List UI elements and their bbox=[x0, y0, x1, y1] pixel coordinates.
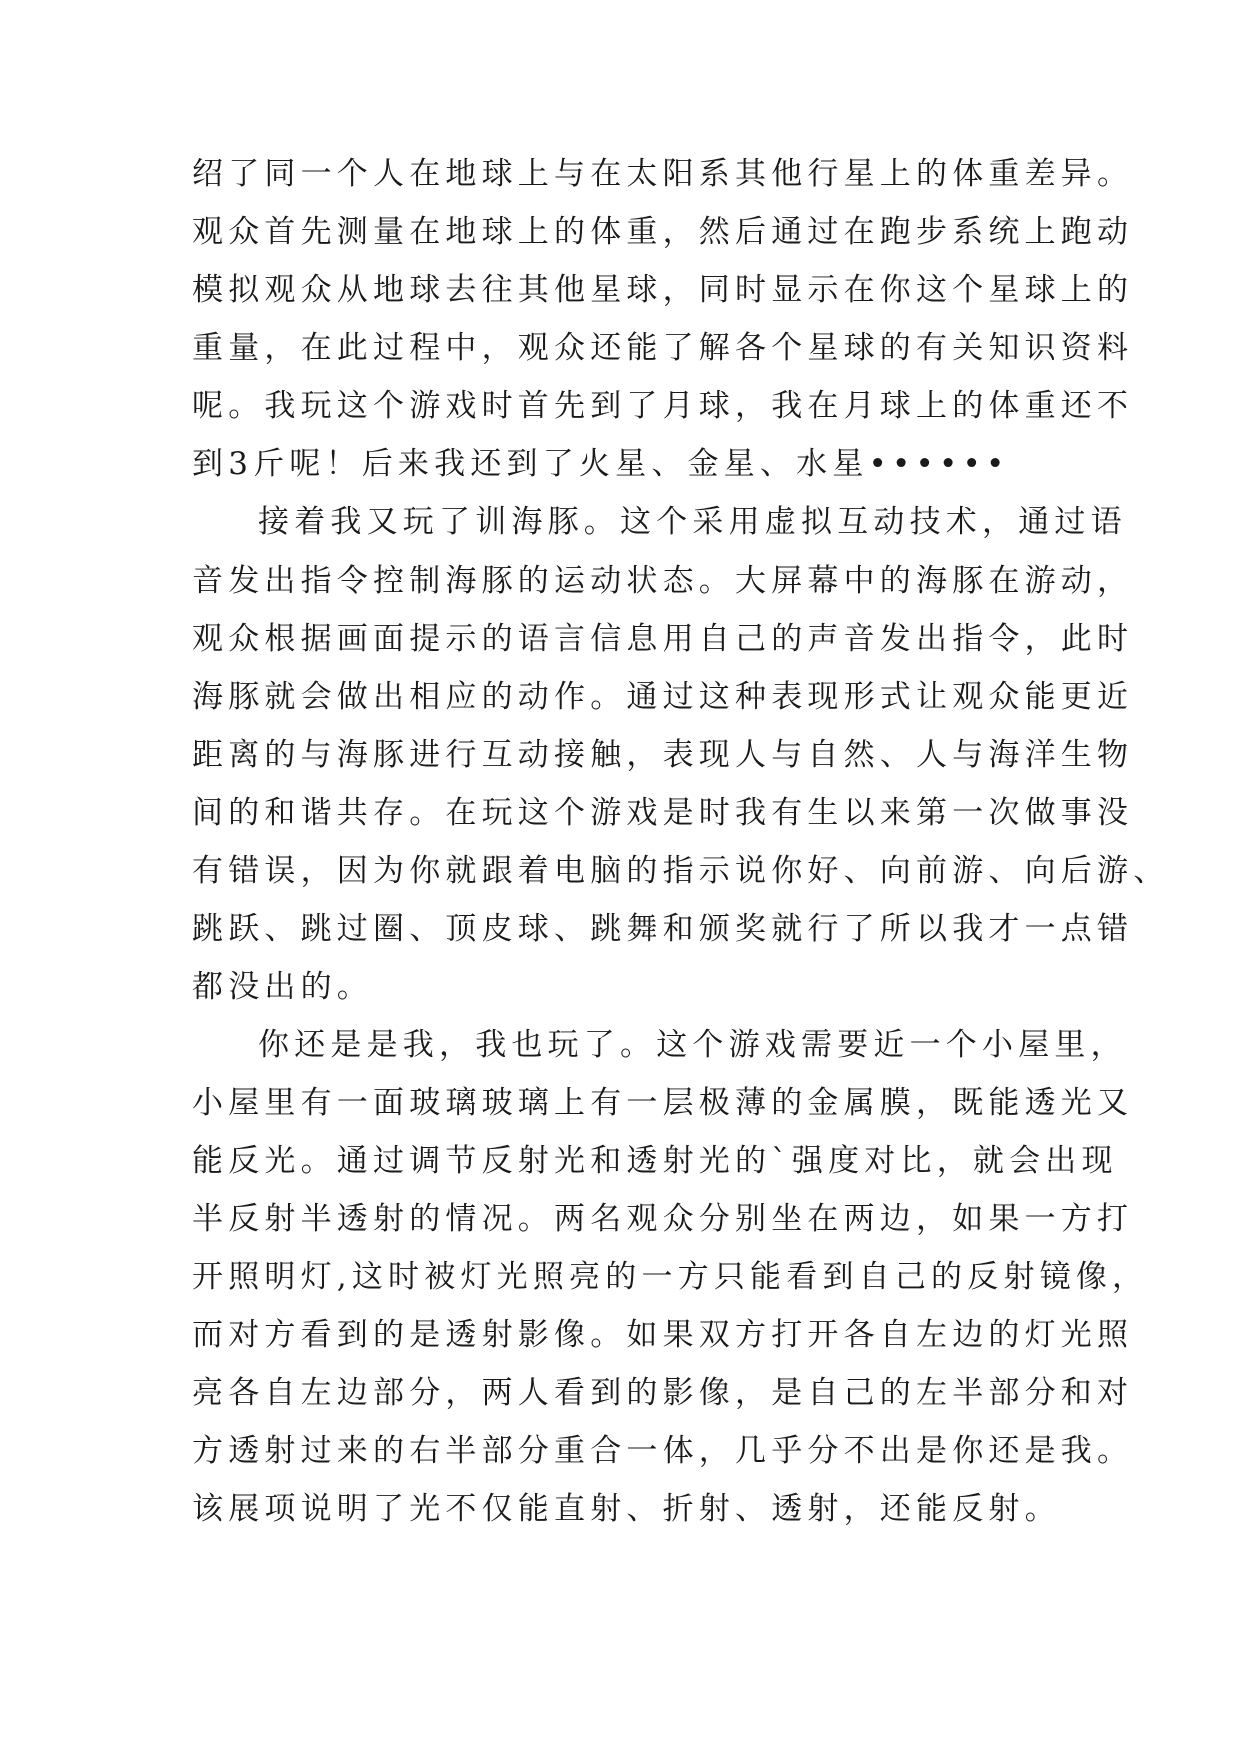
text-line: 模拟观众从地球去往其他星球，同时显示在你这个星球上的 bbox=[192, 272, 1134, 308]
text-line: 开照明灯,这时被灯光照亮的一方只能看到自己的反射镜像， bbox=[192, 1259, 1149, 1295]
text-line: 有错误，因为你就跟着电脑的指示说你好、向前游、向后游、 bbox=[192, 853, 1170, 889]
text-line: 间的和谐共存。在玩这个游戏是时我有生以来第一次做事没 bbox=[192, 795, 1134, 831]
text-line: 绍了同一个人在地球上与在太阳系其他行星上的体重差异。 bbox=[192, 156, 1134, 192]
text-line: 距离的与海豚进行互动接触，表现人与自然、人与海洋生物 bbox=[192, 737, 1134, 773]
text-line: 到3斤呢！后来我还到了火星、金星、水星•••••• bbox=[192, 446, 1010, 482]
text-line: 而对方看到的是透射影像。如果双方打开各自左边的灯光照 bbox=[192, 1317, 1134, 1353]
text-line: 呢。我玩这个游戏时首先到了月球，我在月球上的体重还不 bbox=[192, 388, 1134, 424]
text-line: 亮各自左边部分，两人看到的影像，是自己的左半部分和对 bbox=[192, 1375, 1134, 1411]
text-line: 重量，在此过程中，观众还能了解各个星球的有关知识资料 bbox=[192, 330, 1134, 366]
paragraph-first-line: 接着我又玩了训海豚。这个采用虚拟互动技术，通过语 bbox=[258, 504, 1127, 540]
text-line: 能反光。通过调节反射光和透射光的`强度对比，就会出现 bbox=[192, 1143, 1118, 1179]
text-line: 跳跃、跳过圈、顶皮球、跳舞和颁奖就行了所以我才一点错 bbox=[192, 911, 1134, 947]
text-line: 半反射半透射的情况。两名观众分别坐在两边，如果一方打 bbox=[192, 1201, 1134, 1237]
text-line: 观众首先测量在地球上的体重，然后通过在跑步系统上跑动 bbox=[192, 214, 1134, 250]
text-line: 海豚就会做出相应的动作。通过这种表现形式让观众能更近 bbox=[192, 679, 1134, 715]
text-line: 都没出的。 bbox=[192, 969, 373, 1005]
text-line: 观众根据画面提示的语言信息用自己的声音发出指令，此时 bbox=[192, 621, 1134, 657]
text-line: 该展项说明了光不仅能直射、折射、透射，还能反射。 bbox=[192, 1491, 1061, 1527]
text-line: 小屋里有一面玻璃玻璃上有一层极薄的金属膜，既能透光又 bbox=[192, 1085, 1134, 1121]
paragraph-first-line: 你还是是我，我也玩了。这个游戏需要近一个小屋里， bbox=[258, 1027, 1127, 1063]
text-line: 音发出指令控制海豚的运动状态。大屏幕中的海豚在游动， bbox=[192, 563, 1134, 599]
text-line: 方透射过来的右半部分重合一体，几乎分不出是你还是我。 bbox=[192, 1433, 1134, 1469]
